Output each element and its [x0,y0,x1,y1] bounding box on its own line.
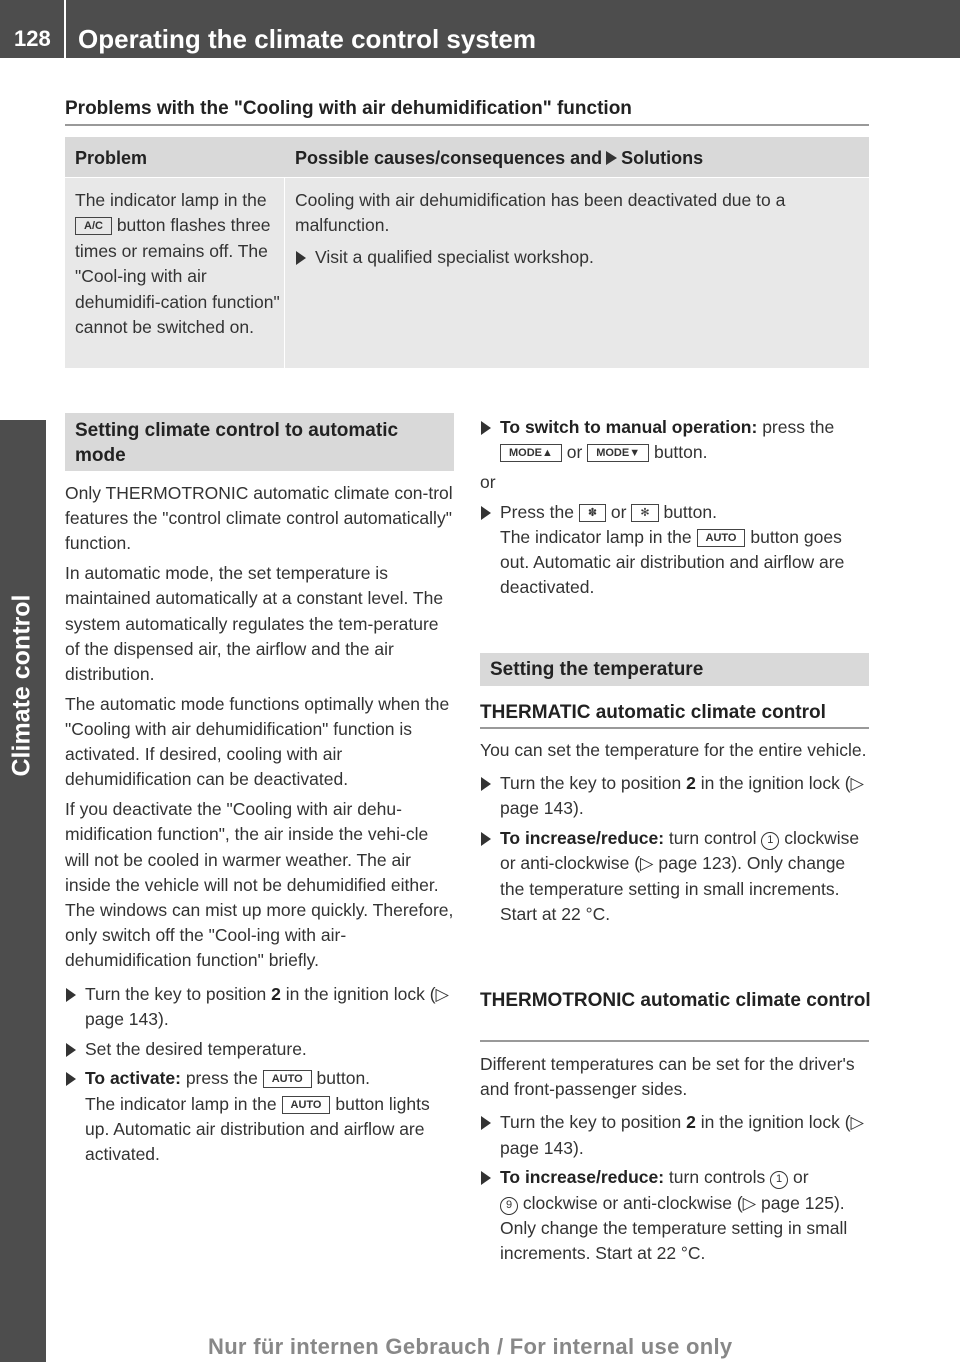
thermatic-step-2-a: turn control [668,828,757,849]
thermotronic-title: THERMOTRONIC automatic climate control [480,990,871,1011]
header-divider [64,0,66,58]
problem-text-a: The indicator lamp in the [75,190,267,210]
thermotronic-or: or [792,1167,809,1188]
side-tab [0,420,46,1362]
auto-step-1 [65,982,455,1032]
problems-table-header [65,137,869,177]
solution-cell [285,178,869,368]
control-1-icon: 1 [761,832,779,850]
footer-note: Nur für internen Gebrauch / For internal use only [208,1334,733,1359]
auto-p2: In automatic mode, the set temperature is maintained automatically at a constant level. The system automatically regulates the tem-perature of the dispensed air, the airflow and the air distribution. [65,563,444,685]
thermatic-title: THERMATIC automatic climate control [480,702,826,723]
auto-button-icon-2: AUTO [282,1096,331,1114]
thermatic-rule [480,727,869,729]
thermatic-step-1 [480,771,872,821]
manual-or: or [566,442,583,463]
control-1-icon-2: 1 [770,1171,788,1189]
thermatic-step-1-b: in the ignition lock (▷ page 143). [500,773,865,819]
temperature-title-text: Setting the temperature [490,659,704,680]
manual-step-2-d: button goes out. Automatic air distribution and airflow are deactivated. [500,527,845,598]
fan-down-icon: ✻ [631,504,658,522]
auto-step-2: Set the desired temperature. [65,1037,455,1062]
thermatic-step-2 [480,826,872,927]
page-number: 128 [14,26,51,51]
cause-text: Cooling with air dehumidification has been deactivated due to a malfunction. [295,190,786,235]
thermotronic-step-2 [480,1165,872,1266]
fan-up-icon: ✽ [579,504,606,522]
thermotronic-step-1-num: 2 [686,1112,696,1133]
problem-cell [65,178,284,368]
manual-or-line: or [480,472,496,492]
manual-step-1 [480,415,872,465]
thermotronic-p: Different temperatures can be set for the driver's and front-passenger sides. [480,1054,855,1100]
solution-text [295,188,860,275]
manual-step-2-a: Press the [500,501,574,522]
auto-step-3-label: To activate: [85,1068,181,1089]
mode-up-icon: MODE▲ [500,444,562,462]
auto-mode-title [65,413,454,471]
manual-or-2: or [610,501,627,522]
problem-text-b: button flashes three times or remains off. The "Cool-ing with air dehumidifi-cation function" cannot be switched on. [75,215,280,338]
auto-step-3-d: button lights up. Automatic air distribution and airflow are activated. [85,1093,430,1165]
thermotronic-step-1 [480,1110,872,1160]
thermotronic-step-1-a: Turn the key to position [500,1112,682,1133]
auto-step-3-a: press the [185,1068,258,1089]
auto-p1: Only THERMOTRONIC automatic climate con-trol features the "control climate control automatically" function. [65,483,453,554]
manual-step-1-b: button. [653,442,708,463]
thermotronic-rule [480,1040,869,1042]
col-solutions [295,148,703,169]
thermatic-step-1-a: Turn the key to position [500,773,682,794]
thermatic-step-1-num: 2 [686,773,696,794]
manual-step-2-b: button. [663,501,717,522]
auto-step-1-b: in the ignition lock (▷ page 143). [85,983,450,1029]
auto-mode-body [65,481,455,1172]
side-label: Climate control [7,594,36,777]
thermotronic-step-2-a: turn controls [668,1167,766,1188]
manual-step-2-c: The indicator lamp in the [500,527,692,547]
thermatic-body [480,738,872,932]
manual-body [480,415,872,605]
auto-step-3-c: The indicator lamp in the [85,1093,277,1114]
arrow-icon [606,151,617,165]
problems-rule [65,124,869,126]
ac-button-icon: A/C [75,217,112,235]
auto-step-3 [65,1066,455,1167]
mode-down-icon: MODE▼ [587,444,649,462]
thermotronic-step-2-label: To increase/reduce: [500,1167,665,1188]
manual-step-1-a: press the [762,417,835,437]
thermatic-p: You can set the temperature for the entire vehicle. [480,740,867,760]
control-9-icon: 9 [500,1197,518,1215]
chapter-title: Operating the climate control system [78,24,537,54]
thermotronic-step-2-b: clockwise or anti-clockwise (▷ page 125). Only change the temperature setting in small increments. Start at 22 °C. [500,1192,848,1264]
thermotronic-step-1-b: in the ignition lock (▷ page 143). [500,1112,865,1158]
col-solutions-label-2: Solutions [621,148,704,168]
auto-step-1-num: 2 [271,983,281,1004]
auto-button-icon-3: AUTO [697,529,746,547]
auto-p4: If you deactivate the "Cooling with air dehu-midification function", the air inside the vehi-cle will not be cooled in warmer weather. The air inside the vehicle will not be dehumidified either. The windows can mist up more quickly. Therefore, only switch off the "Cool-ing with air-dehumidification function" briefly. [65,799,454,971]
auto-button-icon: AUTO [263,1070,312,1088]
problems-title: Problems with the "Cooling with air dehumidification" function [65,98,632,119]
manual-step-2 [480,500,872,601]
auto-step-3-b: button. [316,1068,371,1089]
thermatic-step-2-label: To increase/reduce: [500,828,665,849]
auto-step-1-a: Turn the key to position [85,983,267,1004]
auto-mode-title-text: Setting climate control to automatic mode [75,420,399,466]
solution-step: Visit a qualified specialist workshop. [295,245,860,270]
manual-step-1-label: To switch to manual operation: [500,417,758,437]
thermotronic-body [480,1052,872,1271]
auto-p3: The automatic mode functions optimally when the "Cooling with air dehumidification" function is activated. If desired, cooling with air dehumidification can be deactivated. [65,693,450,790]
thermatic-step-2-b: clockwise or anti-clockwise (▷ page 123). Only change the temperature setting in small increments. Start at 22 °C. [500,828,860,924]
col-solutions-label: Possible causes/consequences and [295,148,603,168]
col-problem: Problem [75,148,148,168]
problem-text [75,188,281,340]
temperature-title [480,653,869,686]
